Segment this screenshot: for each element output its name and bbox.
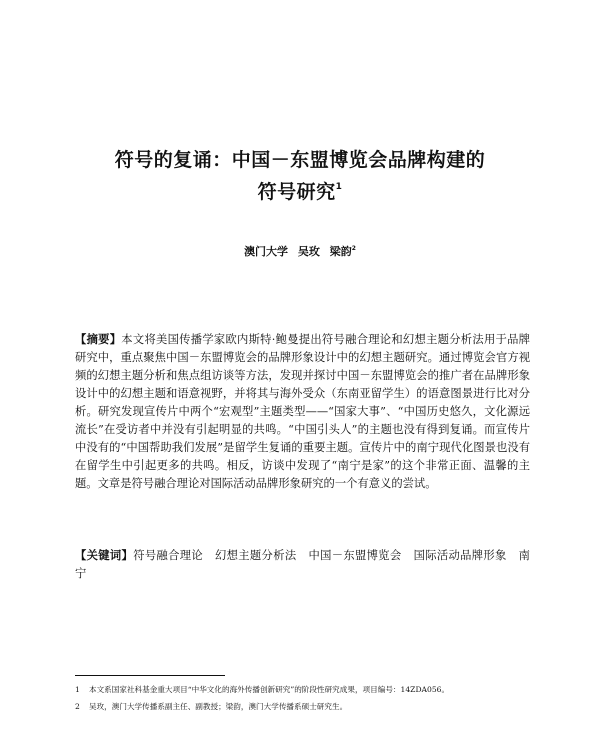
keyword: 幻想主题分析法 (215, 549, 297, 562)
affiliation: 澳门大学 (244, 245, 289, 258)
keyword: 符号融合理论 (133, 549, 204, 562)
paper-title-line-1: 符号的复诵：中国－东盟博览会品牌构建的 (114, 149, 486, 171)
keywords (75, 546, 530, 583)
footnote-text: 本文系国家社科基金重大项目“中华文化的海外传播创新研究”的阶段性研究成果，项目编号：14ZDA056。 (89, 685, 450, 694)
author-line (0, 243, 600, 259)
abstract (75, 330, 530, 493)
author-footnote-marker: 2 (351, 245, 356, 252)
keyword: 国际活动品牌形象 (413, 549, 507, 562)
abstract-text: 本文将美国传播学家欧内斯特·鲍曼提出符号融合理论和幻想主题分析法用于品牌研究中，重点聚焦中国－东盟博览会的品牌形象设计中的幻想主题研究。通过博览会官方视频的幻想主题分析和焦点组访谈等方法，发现并探讨中国－东盟博览会的推广者在品牌形象设计中的幻想主题和语意视野，并将其与海外受众（东南亚留学生）的语意图景进行比对分析。研究发现宣传片中两个“宏观型”主题类型——“国家大事”、“中国历史悠久，文化源远流长”在受访者中并没有引起明显的共鸣。“中国引头人”的主题也没有得到复诵。而宣传片中没有的“中国帮助我们发展”是留学生复诵的重要主题。宣传片中的南宁现代化图景也没有在留学生中引起更多的共鸣。相反，访谈中发现了“南宁是家”的这个非常正面、温馨的主题。文章是符号融合理论对国际活动品牌形象研究的一个有意义的尝试。 (75, 333, 530, 490)
keyword: 中国－东盟博览会 (308, 549, 402, 562)
footnote (75, 701, 535, 713)
keywords-label: 【关键词】 (75, 548, 134, 562)
footnote-text: 吴玫，澳门大学传播系副主任、副教授；梁韵，澳门大学传播系硕士研究生。 (89, 702, 348, 711)
title-footnote-marker: 1 (335, 182, 343, 192)
author-1: 吴玫 (297, 245, 320, 258)
title-text: 符号研究 (257, 181, 336, 203)
author-2: 梁韵 (329, 245, 352, 258)
abstract-label: 【摘要】 (75, 332, 122, 346)
footnote-separator (75, 675, 225, 676)
footnote (75, 684, 535, 696)
footnote-marker: 1 (75, 685, 80, 694)
footnote-marker: 2 (75, 702, 80, 711)
paper-title-line-2 (0, 175, 600, 204)
keyword: 南宁 (75, 549, 530, 580)
